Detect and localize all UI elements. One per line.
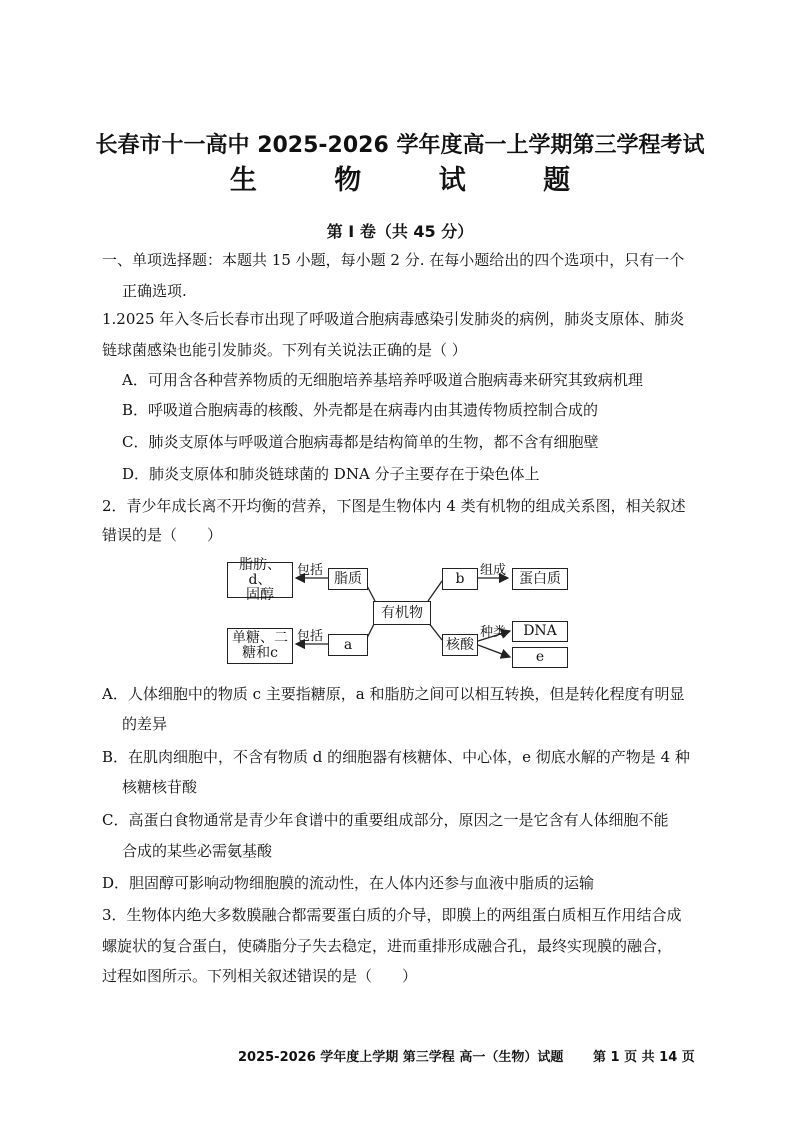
box-lipid: 脂质 [328,568,368,590]
edge-label-lipid: 包括 [297,563,324,578]
q2-option-a-line-1: A．人体细胞中的物质 c 主要指糖原，a 和脂肪之间可以相互转换，但是转化程度有明显 [102,685,685,703]
footer-page-number: 第 1 页 共 14 页 [593,1050,695,1065]
q1-stem-line-1: 1.2025 年入冬后长春市出现了呼吸道合胞病毒感染引发肺炎的病例，肺炎支原体、肺炎 [102,310,685,328]
q3-stem-line-3: 过程如图所示。下列相关叙述错误的是（ ） [102,967,418,985]
a-parts-line-2: 糖和c [242,645,278,661]
lipid-parts-line-1: 脂肪、d、 [239,556,281,588]
edge-label-a: 包括 [297,629,324,644]
section-heading: 第 I 卷（共 45 分） [326,222,474,241]
box-a-parts [227,628,293,664]
q3-stem-line-1: 3．生物体内绝大多数膜融合都需要蛋白质的介导，即膜上的两组蛋白质相互作用结合成 [102,906,682,924]
box-dna: DNA [512,621,568,642]
q1-option-c: C．肺炎支原体与呼吸道合胞病毒都是结构简单的生物，都不含有细胞壁 [122,433,599,451]
edge-center-b [428,581,442,601]
q2-stem-line-2: 错误的是（ ） [102,526,223,544]
instructions-line-1: 一、单项选择题：本题共 15 小题，每小题 2 分. 在每小题给出的四个选项中，只有一个 [102,251,685,269]
box-e: e [512,647,568,668]
lipid-parts-line-2: 固醇 [246,586,274,603]
box-nucleic-acid: 核酸 [442,634,478,656]
a-parts-line-1: 单糖、二 [232,630,288,646]
q2-stem-line-1: 2．青少年成长离不开均衡的营养，下图是生物体内 4 类有机物的组成关系图，相关叙述 [102,497,686,515]
q1-option-a: A．可用含各种营养物质的无细胞培养基培养呼吸道合胞病毒来研究其致病机理 [122,371,643,389]
subject-title: 生 物 试 题 [229,165,605,196]
q2-option-a-line-2: 的差异 [122,715,168,733]
q2-option-b-line-1: B．在肌肉细胞中，不含有物质 d 的细胞器有核糖体、中心体，e 彻底水解的产物是 4 种 [102,748,690,766]
edge-label-b: 组成 [480,563,507,578]
box-b: b [442,568,478,590]
footer-exam-info: 2025-2026 学年度上学期 第三学程 高一（生物）试题 [238,1050,564,1065]
edge-nucleic-e [478,645,510,657]
q2-option-c-line-1: C．高蛋白食物通常是青少年食谱中的重要组成部分，原因之一是它含有人体细胞不能 [102,811,669,829]
box-organic-matter: 有机物 [373,601,431,625]
q1-option-d: D．肺炎支原体和肺炎链球菌的 DNA 分子主要存在于染色体上 [122,465,540,483]
box-lipid-parts [227,556,293,603]
instructions-line-2: 正确选项. [122,282,187,300]
q2-option-b-line-2: 核糖核苷酸 [122,778,198,796]
box-protein: 蛋白质 [512,568,568,590]
exam-title: 长春市十一高中 2025-2026 学年度高一上学期第三学程考试 [95,133,705,158]
edge-label-nucleic: 种类 [480,625,507,640]
q1-stem-line-2: 链球菌感染也能引发肺炎。下列有关说法正确的是（ ） [102,341,467,359]
q1-option-b: B．呼吸道合胞病毒的核酸、外壳都是在病毒内由其遗传物质控制合成的 [122,401,599,419]
q3-stem-line-2: 螺旋状的复合蛋白，使磷脂分子失去稳定，进而重排形成融合孔，最终实现膜的融合， [102,937,673,955]
q2-option-c-line-2: 合成的某些必需氨基酸 [122,842,273,860]
q2-option-d: D．胆固醇可影响动物细胞膜的流动性，在人体内还参与血液中脂质的运输 [102,874,595,892]
box-a: a [328,634,368,656]
